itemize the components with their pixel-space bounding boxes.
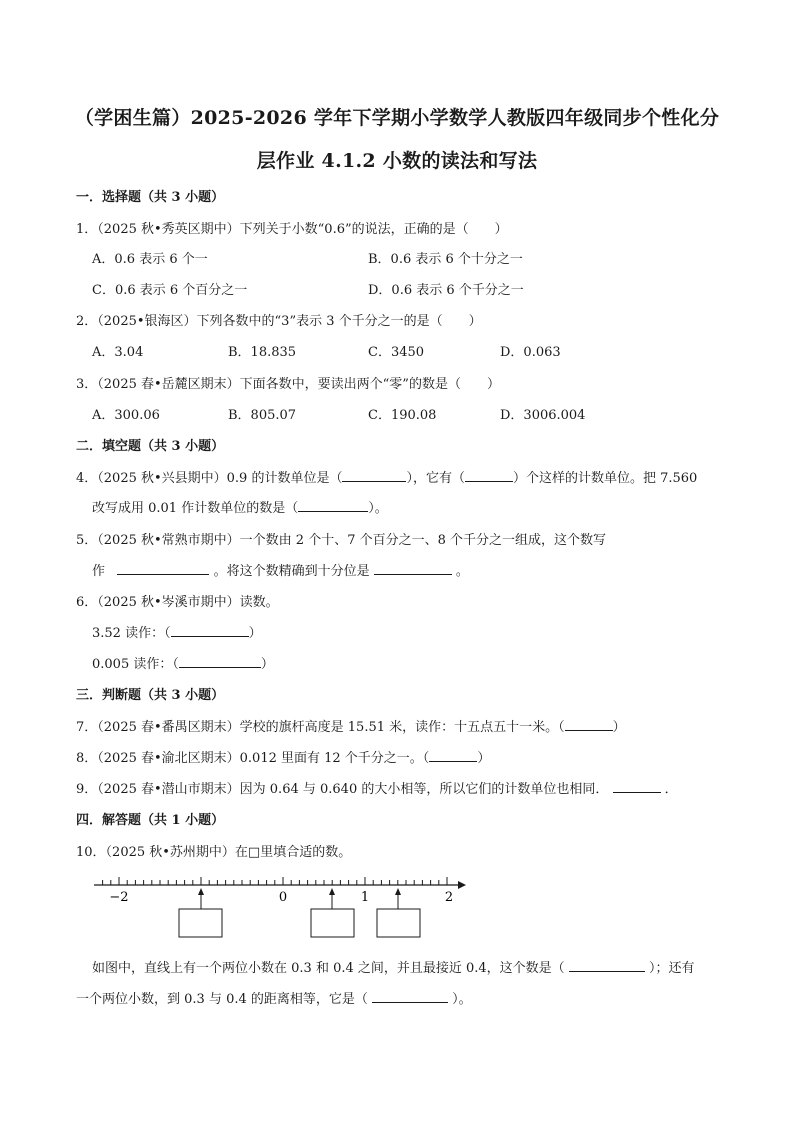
question-5-text-b: 。将这个数精确到十分位是 xyxy=(213,564,370,579)
answer-box-1[interactable] xyxy=(179,909,222,937)
question-5-line-1: 5．（2025 秋•常熟市期中）一个数由 2 个十、7 个百分之一、8 个千分之一组成，这个数写 xyxy=(76,533,606,548)
number-line-label-minus-2: −2 xyxy=(109,890,129,905)
question-1-option-d: D．0.6 表示 6 个千分之一 xyxy=(368,283,524,298)
question-1-stem: 1．（2025 秋•秀英区期中）下列关于小数“0.6”的说法，正确的是（ ） xyxy=(76,222,508,237)
question-7-line xyxy=(76,716,626,735)
question-5-text-a: 作 xyxy=(92,564,106,579)
question-6-item-b xyxy=(92,653,274,672)
question-7-text: 7．（2025 春•番禺区期末）学校的旗杆高度是 15.51 米，读作：十五点五十一米。（ xyxy=(76,720,565,735)
section-heading-judge: 三．判断题（共 3 小题） xyxy=(76,688,225,703)
question-5-blank-number[interactable] xyxy=(117,562,209,575)
pointer-arrow-1 xyxy=(198,888,204,909)
question-6-a-close: ） xyxy=(248,626,262,641)
question-5-blank-rounded[interactable] xyxy=(374,562,452,575)
question-9-blank[interactable] xyxy=(613,780,661,793)
number-line-figure xyxy=(88,868,478,946)
question-3-option-a: A．300.06 xyxy=(92,408,160,423)
number-line-arrowhead xyxy=(458,881,466,889)
question-6-stem: 6．（2025 秋•岑溪市期中）读数。 xyxy=(76,595,279,610)
question-4-line-2 xyxy=(92,497,388,516)
question-3-option-d: D．3006.004 xyxy=(500,408,586,423)
question-4-text-c: ）个这样的计数单位。把 7.560 xyxy=(512,471,698,486)
question-2-option-a: A．3.04 xyxy=(92,345,144,360)
question-7-blank[interactable] xyxy=(565,718,613,731)
question-6-item-a xyxy=(92,622,262,641)
question-6-b-close: ） xyxy=(260,657,274,672)
question-4-text-b: ），它有（ xyxy=(406,471,465,486)
number-line-label-2: 2 xyxy=(444,890,454,905)
question-5-text-c: 。 xyxy=(455,564,469,579)
question-6-blank-b[interactable] xyxy=(179,655,261,668)
question-4-blank-unit[interactable] xyxy=(342,469,406,482)
answer-box-3[interactable] xyxy=(377,909,420,937)
section-heading-choice: 一．选择题（共 3 小题） xyxy=(76,190,225,205)
section-heading-fill: 二．填空题（共 3 小题） xyxy=(76,439,225,454)
number-line-label-1: 1 xyxy=(360,890,370,905)
document-title-line-2: 层作业 4.1.2 小数的读法和写法 xyxy=(256,150,538,172)
question-9-close: ． xyxy=(664,782,678,797)
question-4-blank-count[interactable] xyxy=(465,469,513,482)
question-2-option-c: C．3450 xyxy=(368,345,425,360)
question-2-option-b: B．18.835 xyxy=(228,345,297,360)
pointer-arrow-2 xyxy=(329,888,335,909)
question-6-a-text: 3.52 读作：（ xyxy=(92,626,171,641)
question-4-text-e: ）。 xyxy=(368,501,388,516)
document-title-line-1: （学困生篇）2025-2026 学年下学期小学数学人教版四年级同步个性化分 xyxy=(74,107,720,129)
question-4-blank-rewrite[interactable] xyxy=(298,499,368,512)
question-9-line xyxy=(76,778,678,797)
question-10-blank-closest[interactable] xyxy=(569,959,645,972)
question-10-text-d: ）。 xyxy=(452,992,472,1007)
question-2-stem: 2．（2025•银海区）下列各数中的“3”表示 3 个千分之一的是（ ） xyxy=(76,314,482,329)
question-10-text-b: ）；还有 xyxy=(648,961,695,976)
question-10-text-c: 一个两位小数，到 0.3 与 0.4 的距离相等，它是（ xyxy=(76,992,368,1007)
question-10-line-2 xyxy=(76,988,472,1007)
question-4-text-d: 改写成用 0.01 作计数单位的数是（ xyxy=(92,501,299,516)
question-8-text: 8．（2025 春•渝北区期末）0.012 里面有 12 个千分之一。（ xyxy=(76,751,430,766)
question-10-blank-middle[interactable] xyxy=(372,990,448,1003)
question-10-line-1 xyxy=(92,957,694,976)
question-3-option-b: B．805.07 xyxy=(228,408,297,423)
number-line-label-0: 0 xyxy=(278,890,288,905)
question-1-option-b: B．0.6 表示 6 个十分之一 xyxy=(368,252,523,267)
question-4-line-1 xyxy=(76,467,697,486)
question-3-option-c: C．190.08 xyxy=(368,408,437,423)
question-1-option-a: A．0.6 表示 6 个一 xyxy=(92,252,208,267)
question-8-line xyxy=(76,747,490,766)
answer-box-2[interactable] xyxy=(311,909,354,937)
question-1-option-c: C．0.6 表示 6 个百分之一 xyxy=(92,283,248,298)
question-8-close: ） xyxy=(477,751,491,766)
pointer-arrow-3 xyxy=(395,888,401,909)
question-3-stem: 3．（2025 春•岳麓区期末）下面各数中，要读出两个“零”的数是（ ） xyxy=(76,377,500,392)
question-2-option-d: D．0.063 xyxy=(500,345,561,360)
question-6-blank-a[interactable] xyxy=(171,624,249,637)
question-10-text-a: 如图中，直线上有一个两位小数在 0.3 和 0.4 之间，并且最接近 0.4，这个数是（ xyxy=(92,961,565,976)
question-9-text: 9．（2025 春•潜山市期末）因为 0.64 与 0.640 的大小相等，所以它们的计数单位也相同． xyxy=(76,782,609,797)
question-8-blank[interactable] xyxy=(429,749,477,762)
question-10-stem: 10．（2025 秋•苏州期中）在□里填合适的数。 xyxy=(76,845,352,860)
section-heading-solve: 四．解答题（共 1 小题） xyxy=(76,813,225,828)
question-4-text-a: 4．（2025 秋•兴县期中）0.9 的计数单位是（ xyxy=(76,471,343,486)
question-7-close: ） xyxy=(612,720,626,735)
question-5-line-2 xyxy=(92,560,469,579)
question-6-b-text: 0.005 读作：（ xyxy=(92,657,179,672)
number-line-ticks xyxy=(103,877,447,885)
